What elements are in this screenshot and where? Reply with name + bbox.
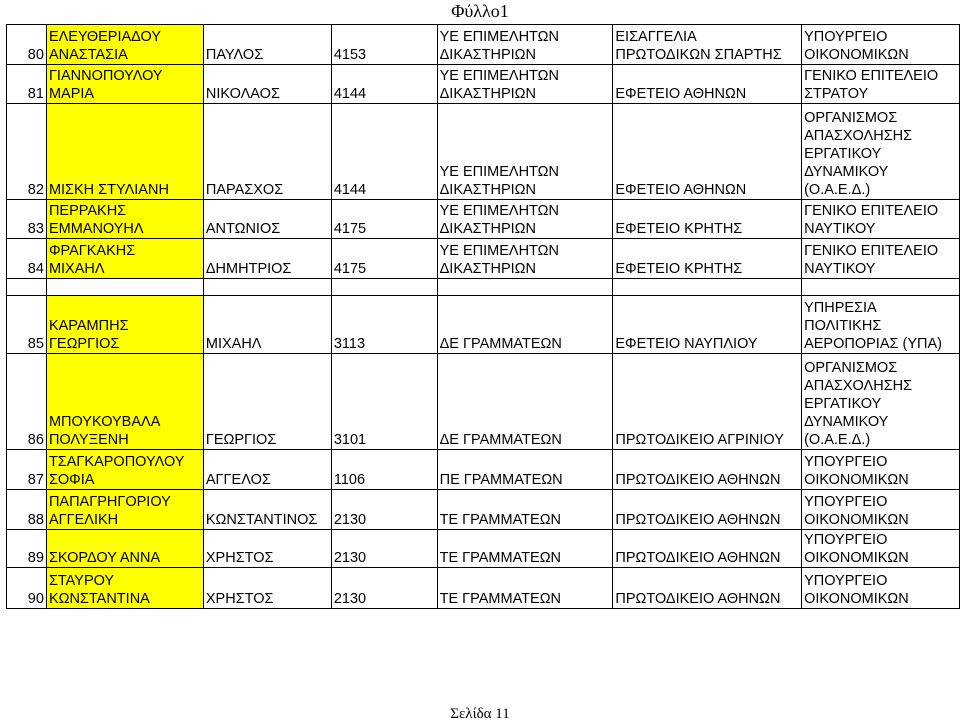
table-row [7, 568, 960, 609]
service-cell: ΕΦΕΤΕΙΟ ΑΘΗΝΩΝ [613, 65, 802, 104]
surname-cell: ΜΠΟΥΚΟΥΒΑΛΑ ΠΟΛΥΞΕΝΗ [46, 354, 203, 450]
service-cell: ΠΡΩΤΟΔΙΚΕΙΟ ΑΘΗΝΩΝ [613, 490, 802, 530]
category-cell: ΤΕ ΓΡΑΜΜΑΤΕΩΝ [437, 490, 613, 530]
father-name-cell: ΧΡΗΣΤΟΣ [203, 568, 331, 609]
surname-cell: ΠΕΡΡΑΚΗΣ ΕΜΜΑΝΟΥΗΛ [46, 200, 203, 239]
code-cell: 4144 [331, 65, 437, 104]
destination-cell: ΥΠΟΥΡΓΕΙΟ ΟΙΚΟΝΟΜΙΚΩΝ [802, 450, 960, 490]
surname-cell: ΓΙΑΝΝΟΠΟΥΛΟΥ ΜΑΡΙΑ [46, 65, 203, 104]
code-cell: 1106 [331, 450, 437, 490]
table-row [7, 65, 960, 104]
surname-cell: ΤΣΑΓΚΑΡΟΠΟΥΛΟΥ ΣΟΦΙΑ [46, 450, 203, 490]
destination-cell: ΥΠΟΥΡΓΕΙΟ ΟΙΚΟΝΟΜΙΚΩΝ [802, 25, 960, 65]
row-number: 85 [7, 296, 47, 354]
code-cell: 3113 [331, 296, 437, 354]
surname-cell: ΠΑΠΑΓΡΗΓΟΡΙΟΥ ΑΓΓΕΛΙΚΗ [46, 490, 203, 530]
service-cell: ΠΡΩΤΟΔΙΚΕΙΟ ΑΘΗΝΩΝ [613, 530, 802, 568]
service-cell: ΠΡΩΤΟΔΙΚΕΙΟ ΑΘΗΝΩΝ [613, 450, 802, 490]
destination-cell: ΓΕΝΙΚΟ ΕΠΙΤΕΛΕΙΟ ΣΤΡΑΤΟΥ [802, 65, 960, 104]
category-cell: ΔΕ ΓΡΑΜΜΑΤΕΩΝ [437, 296, 613, 354]
category-cell: ΔΕ ΓΡΑΜΜΑΤΕΩΝ [437, 354, 613, 450]
table-row [7, 296, 960, 354]
father-name-cell: ΜΙΧΑΗΛ [203, 296, 331, 354]
table-row [7, 200, 960, 239]
destination-cell: ΓΕΝΙΚΟ ΕΠΙΤΕΛΕΙΟ ΝΑΥΤΙΚΟΥ [802, 200, 960, 239]
category-cell: ΠΕ ΓΡΑΜΜΑΤΕΩΝ [437, 450, 613, 490]
category-cell: ΤΕ ΓΡΑΜΜΑΤΕΩΝ [437, 530, 613, 568]
destination-cell: ΥΠΟΥΡΓΕΙΟ ΟΙΚΟΝΟΜΙΚΩΝ [802, 530, 960, 568]
row-number: 88 [7, 490, 47, 530]
surname-cell: ΣΤΑΥΡΟΥ ΚΩΝΣΤΑΝΤΙΝΑ [46, 568, 203, 609]
category-cell: ΥΕ ΕΠΙΜΕΛΗΤΩΝ ΔΙΚΑΣΤΗΡΙΩΝ [437, 25, 613, 65]
code-cell: 2130 [331, 530, 437, 568]
surname-cell: ΣΚΟΡΔΟΥ ΑΝΝΑ [46, 530, 203, 568]
father-name-cell: ΚΩΝΣΤΑΝΤΙΝΟΣ [203, 490, 331, 530]
table-row [7, 104, 960, 200]
table-row [7, 450, 960, 490]
category-cell: ΥΕ ΕΠΙΜΕΛΗΤΩΝ ΔΙΚΑΣΤΗΡΙΩΝ [437, 239, 613, 279]
destination-cell: ΥΠΗΡΕΣΙΑ ΠΟΛΙΤΙΚΗΣ ΑΕΡΟΠΟΡΙΑΣ (ΥΠΑ) [802, 296, 960, 354]
row-number: 83 [7, 200, 47, 239]
code-cell: 4144 [331, 104, 437, 200]
father-name-cell: ΝΙΚΟΛΑΟΣ [203, 65, 331, 104]
service-cell: ΕΙΣΑΓΓΕΛΙΑ ΠΡΩΤΟΔΙΚΩΝ ΣΠΑΡΤΗΣ [613, 25, 802, 65]
code-cell: 4175 [331, 200, 437, 239]
row-number: 89 [7, 530, 47, 568]
row-number: 87 [7, 450, 47, 490]
code-cell: 4175 [331, 239, 437, 279]
table-row [7, 354, 960, 450]
category-cell: ΥΕ ΕΠΙΜΕΛΗΤΩΝ ΔΙΚΑΣΤΗΡΙΩΝ [437, 104, 613, 200]
row-number: 86 [7, 354, 47, 450]
table-row [7, 490, 960, 530]
row-number: 90 [7, 568, 47, 609]
category-cell: ΥΕ ΕΠΙΜΕΛΗΤΩΝ ΔΙΚΑΣΤΗΡΙΩΝ [437, 65, 613, 104]
row-number: 80 [7, 25, 47, 65]
surname-cell: ΕΛΕΥΘΕΡΙΑΔΟΥ ΑΝΑΣΤΑΣΙΑ [46, 25, 203, 65]
table-row [7, 239, 960, 279]
row-number: 82 [7, 104, 47, 200]
father-name-cell: ΓΕΩΡΓΙΟΣ [203, 354, 331, 450]
father-name-cell: ΔΗΜΗΤΡΙΟΣ [203, 239, 331, 279]
table-row [7, 530, 960, 568]
destination-cell: ΓΕΝΙΚΟ ΕΠΙΤΕΛΕΙΟ ΝΑΥΤΙΚΟΥ [802, 239, 960, 279]
father-name-cell: ΑΓΓΕΛΟΣ [203, 450, 331, 490]
category-cell: ΥΕ ΕΠΙΜΕΛΗΤΩΝ ΔΙΚΑΣΤΗΡΙΩΝ [437, 200, 613, 239]
table-row [7, 25, 960, 65]
category-cell: ΤΕ ΓΡΑΜΜΑΤΕΩΝ [437, 568, 613, 609]
destination-cell: ΟΡΓΑΝΙΣΜΟΣ ΑΠΑΣΧΟΛΗΣΗΣ ΕΡΓΑΤΙΚΟΥ ΔΥΝΑΜΙΚΟΥ (Ο.Α.Ε.Δ.) [802, 104, 960, 200]
service-cell: ΕΦΕΤΕΙΟ ΚΡΗΤΗΣ [613, 200, 802, 239]
service-cell: ΠΡΩΤΟΔΙΚΕΙΟ ΑΓΡΙΝΙΟΥ [613, 354, 802, 450]
row-number: 81 [7, 65, 47, 104]
destination-cell: ΟΡΓΑΝΙΣΜΟΣ ΑΠΑΣΧΟΛΗΣΗΣ ΕΡΓΑΤΙΚΟΥ ΔΥΝΑΜΙΚΟΥ (Ο.Α.Ε.Δ.) [802, 354, 960, 450]
service-cell: ΕΦΕΤΕΙΟ ΑΘΗΝΩΝ [613, 104, 802, 200]
father-name-cell: ΧΡΗΣΤΟΣ [203, 530, 331, 568]
service-cell: ΕΦΕΤΕΙΟ ΚΡΗΤΗΣ [613, 239, 802, 279]
page-footer: Σελίδα 11 [450, 706, 510, 722]
code-cell: 2130 [331, 490, 437, 530]
service-cell: ΠΡΩΤΟΔΙΚΕΙΟ ΑΘΗΝΩΝ [613, 568, 802, 609]
surname-cell: ΦΡΑΓΚΑΚΗΣ ΜΙΧΑΗΛ [46, 239, 203, 279]
surname-cell: ΜΙΣΚΗ ΣΤΥΛΙΑΝΗ [46, 104, 203, 200]
code-cell: 3101 [331, 354, 437, 450]
father-name-cell: ΑΝΤΩΝΙΟΣ [203, 200, 331, 239]
sheet-title: Φύλλο1 [451, 1, 509, 21]
code-cell: 4153 [331, 25, 437, 65]
surname-cell: ΚΑΡΑΜΠΗΣ ΓΕΩΡΓΙΟΣ [46, 296, 203, 354]
blank-row [7, 279, 960, 296]
code-cell: 2130 [331, 568, 437, 609]
father-name-cell: ΠΑΥΛΟΣ [203, 25, 331, 65]
service-cell: ΕΦΕΤΕΙΟ ΝΑΥΠΛΙΟΥ [613, 296, 802, 354]
destination-cell: ΥΠΟΥΡΓΕΙΟ ΟΙΚΟΝΟΜΙΚΩΝ [802, 568, 960, 609]
father-name-cell: ΠΑΡΑΣΧΟΣ [203, 104, 331, 200]
row-number: 84 [7, 239, 47, 279]
transfer-table [6, 24, 960, 609]
destination-cell: ΥΠΟΥΡΓΕΙΟ ΟΙΚΟΝΟΜΙΚΩΝ [802, 490, 960, 530]
